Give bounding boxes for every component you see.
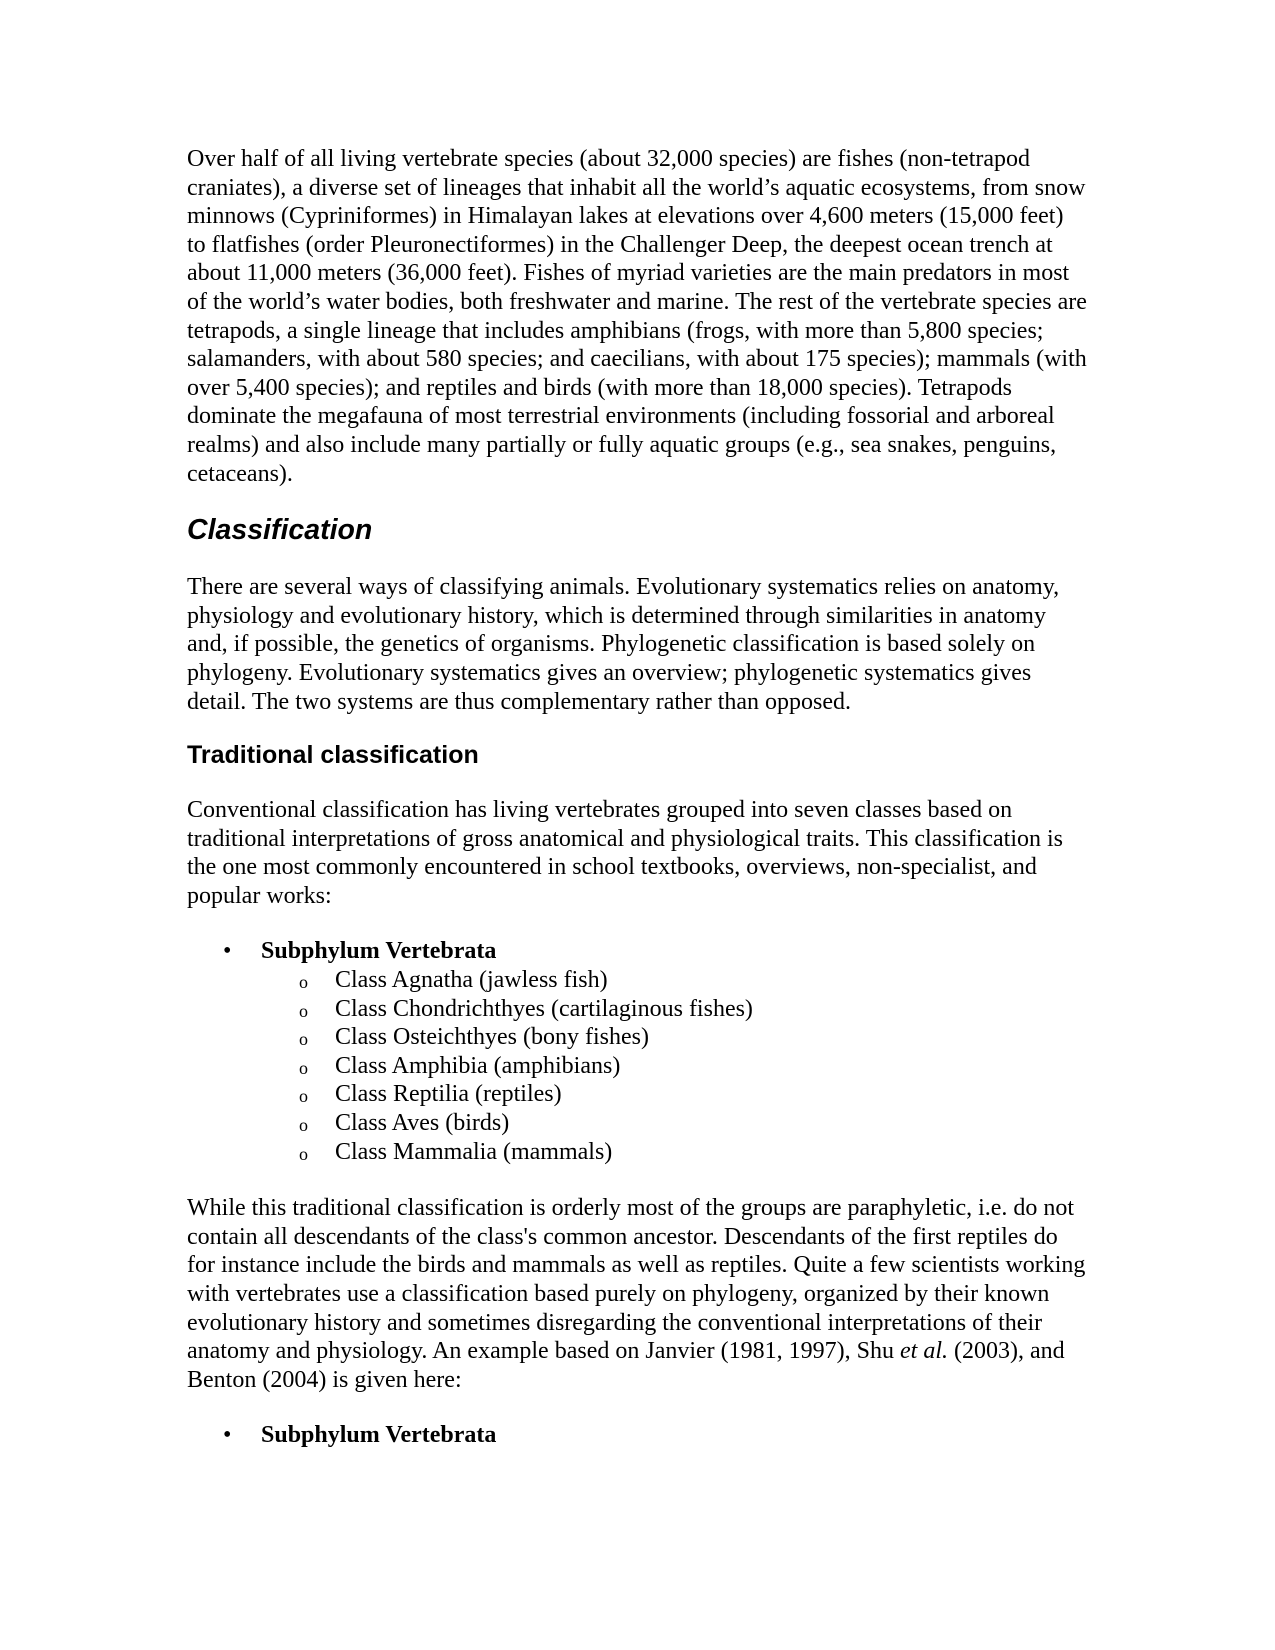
list-item-label: Class Mammalia (mammals) — [335, 1138, 613, 1165]
circle-bullet-icon: o — [299, 1029, 308, 1050]
list-item-label: Class Agnatha (jawless fish) — [335, 967, 608, 994]
paragraph-conventional: Conventional classification has living vertebrates grouped into seven classes based on traditional interpretations of gross anatomical and physiological traits. This classification is the one most commonly encountered in school textbooks, overviews, non-specialist, and popular works: — [187, 797, 1064, 909]
document-page — [187, 145, 1087, 1450]
bullet-icon: • — [223, 1422, 232, 1449]
circle-bullet-icon: o — [299, 1143, 308, 1164]
list-item-class — [187, 1080, 1087, 1109]
list-item-class — [187, 995, 1087, 1024]
paragraph-text-part: While this traditional classification is orderly most of the groups are paraphyletic, i.e. do not contain all descendants of the class's common ancestor. Descendants of the first reptiles do for instance include the birds and mammals as well as reptiles. Quite a few scientists working with vertebrates use a classification based purely on phylogeny, organized by their known evolutionary history and sometimes disregarding the conventional interpretations of their anatomy and physiology. An example based on Janvier (1981, 1997), Shu — [187, 1195, 1086, 1365]
list-item-label: Class Aves (birds) — [335, 1110, 510, 1137]
circle-bullet-icon: o — [299, 1000, 308, 1021]
list-item-subphylum — [187, 1421, 1087, 1450]
list-item-class — [187, 1052, 1087, 1081]
heading-traditional-classification: Traditional classification — [187, 741, 479, 770]
circle-bullet-icon: o — [299, 1057, 308, 1078]
list-item-label: Subphylum Vertebrata — [261, 938, 497, 965]
paragraph-classification: There are several ways of classifying animals. Evolutionary systematics relies on anatomy, physiology and evolutionary history, which is determined through similarities in anatomy and, if possible, the genetics of organisms. Phylogenetic classification is based solely on phylogeny. Evolutionary systematics gives an overview; phylogenetic systematics gives detail. The two systems are thus complementary rather than opposed. — [187, 574, 1060, 715]
paragraph-text-italic: et al. — [900, 1338, 948, 1365]
phylogenetic-class-list — [187, 1421, 1087, 1450]
list-item-label: Class Reptilia (reptiles) — [335, 1081, 562, 1108]
circle-bullet-icon: o — [299, 972, 308, 993]
circle-bullet-icon: o — [299, 1086, 308, 1107]
paragraph-text-part: (2003), and Benton (2004) is given here: — [187, 1338, 1065, 1393]
list-item-class — [187, 1023, 1087, 1052]
list-item-label: Class Osteichthyes (bony fishes) — [335, 1024, 649, 1051]
circle-bullet-icon: o — [299, 1115, 308, 1136]
list-item-label: Class Amphibia (amphibians) — [335, 1052, 621, 1079]
list-item-class — [187, 1138, 1087, 1167]
list-item-label: Class Chondrichthyes (cartilaginous fishes) — [335, 995, 753, 1022]
paragraph-paraphyletic — [187, 1194, 1087, 1394]
paragraph-intro: Over half of all living vertebrate species (about 32,000 species) are fishes (non-tetrapod craniates), a diverse set of lineages that inhabit all the world’s aquatic ecosystems, from snow minnows (Cypriniformes) in Himalayan lakes at elevations over 4,600 meters (15,000 feet) to flatfishes (order Pleuronectiformes) in the Challenger Deep, the deepest ocean trench at about 11,000 meters (36,000 feet). Fishes of myriad varieties are the main predators in most of the world’s water bodies, both freshwater and marine. The rest of the vertebrate species are tetrapods, a single lineage that includes amphibians (frogs, with more than 5,800 species; salamanders, with about 580 species; and caecilians, with about 175 species); mammals (with over 5,400 species); and reptiles and birds (with more than 18,000 species). Tetrapods dominate the megafauna of most terrestrial environments (including fossorial and arboreal realms) and also include many partially or fully aquatic groups (e.g., sea snakes, penguins, cetaceans). — [187, 146, 1087, 487]
list-item-class — [187, 966, 1087, 995]
list-item-label: Subphylum Vertebrata — [261, 1422, 497, 1449]
heading-classification: Classification — [187, 514, 373, 547]
bullet-icon: • — [223, 938, 232, 965]
list-item-subphylum — [187, 937, 1087, 966]
traditional-class-list — [187, 937, 1087, 1166]
list-item-class — [187, 1109, 1087, 1138]
